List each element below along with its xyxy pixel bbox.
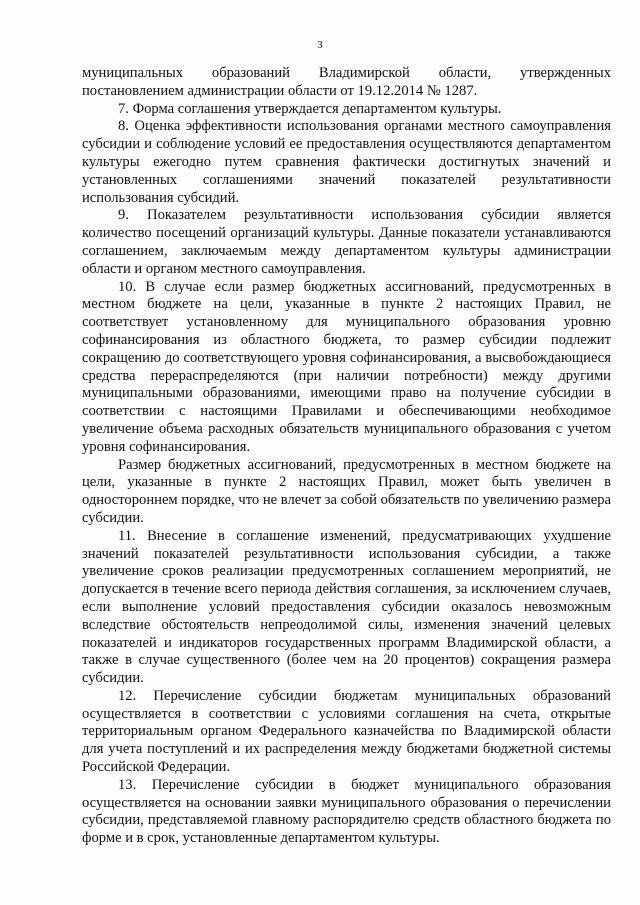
paragraph-item-10-continued: Размер бюджетных ассигнований, предусмотренных в местном бюджете на цели, указанные в пункте 2 настоящих Правил, может быть увеличен в одностороннем порядке, что не влечет за собой обязательств по увеличению размера субсидии. <box>82 456 611 526</box>
paragraph-item-12: 12. Перечисление субсидии бюджетам муниципальных образований осуществляется в соответствии с условиями соглашения на счета, открытые территориальным органом Федерального казначейства по Владимирской области для учета поступлений и их распределения между бюджетами бюджетной системы Российской Федерации. <box>82 687 611 776</box>
paragraph-item-9: 9. Показателем результативности использования субсидии является количество посещений организаций культуры. Данные показатели устанавливаются соглашением, заключаемым между департаментом культуры администрации области и органом местного самоуправления. <box>82 207 611 277</box>
page-number: 3 <box>317 39 323 51</box>
document-body <box>82 65 611 848</box>
paragraph-item-7: 7. Форма соглашения утверждается департаментом культуры. <box>118 100 502 117</box>
paragraph-continuation: муниципальных образований Владимирской области, утвержденных постановлением администрации области от 19.12.2014 № 1287. <box>82 65 611 99</box>
paragraph-item-8: 8. Оценка эффективности использования органами местного самоуправления субсидии и соблюдение условий ее предоставления осуществляются департаментом культуры ежегодно путем сравнения фактически достигнутых значений и установленных соглашениями значений показателей результативности использования субсидий. <box>82 118 611 206</box>
paragraph-item-13: 13. Перечисление субсидии в бюджет муниципального образования осуществляется на основании заявки муниципального образования о перечислении субсидии, представляемой главному распорядителю средств областного бюджета по форме и в срок, установленные департаментом культуры. <box>82 776 611 847</box>
paragraph-item-11: 11. Внесение в соглашение изменений, предусматривающих ухудшение значений показателей результативности использования субсидии, а также увеличение сроков реализации предусмотренных соглашением мероприятий, не допускается в течение всего периода действия соглашения, за исключением случаев, если выполнение условий предоставления субсидии оказалось невозможным вследствие обстоятельств непреодолимой силы, изменения значений целевых показателей и индикаторов государственных программ Владимирской области, а также в случае существенного (более чем на 20 процентов) сокращения размера субсидии. <box>82 527 611 687</box>
paragraph-item-10: 10. В случае если размер бюджетных ассигнований, предусмотренных в местном бюджете на цели, указанные в пункте 2 настоящих Правил, не соответствует установленному для муниципального образования уровню софинансирования из областного бюджета, то размер субсидии подлежит сокращению до соответствующего уровня софинансирования, а высвобождающиеся средства перераспределяются (при наличии потребности) между другими муниципальными образованиями, имеющими право на получение субсидии в соответствии с настоящими Правилами и обеспечивающими необходимое увеличение объема расходных обязательств муниципального образования с учетом уровня софинансирования. <box>82 278 611 455</box>
